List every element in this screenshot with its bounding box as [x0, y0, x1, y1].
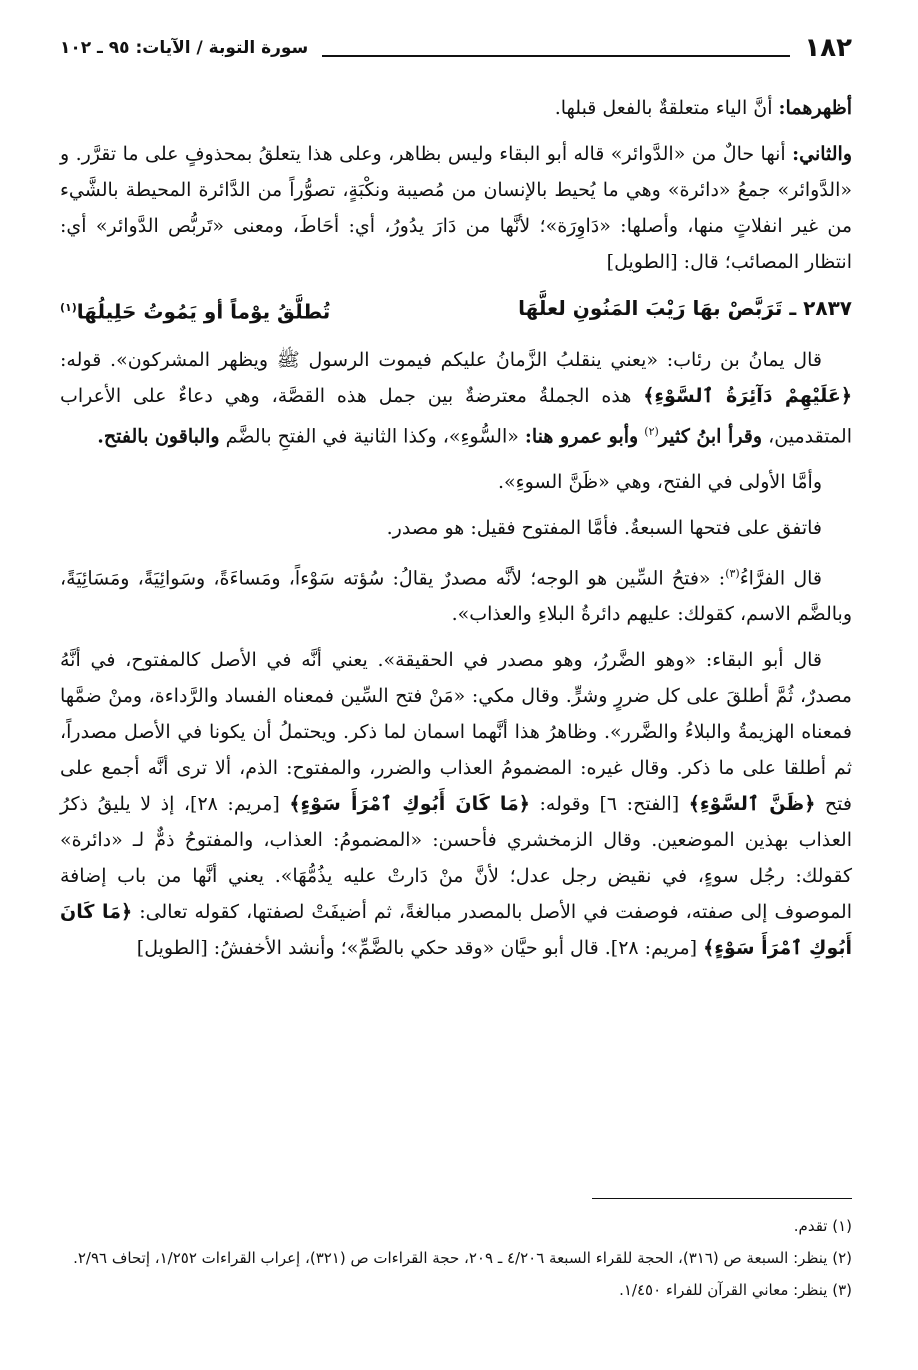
footnote: (٣) ينظر: معاني القرآن للفراء ١/٤٥٠. [619, 1281, 852, 1299]
poetry-verse [60, 290, 852, 330]
footnote-ref: (١) [60, 301, 77, 314]
paragraph: أظهرهما: أنَّ الياء متعلقةٌ بالفعل قبلها. [554, 97, 852, 119]
verse-hemistich-1: تَرَبَّصْ بهَا رَيْبَ المَنُونِ لعلَّهَا [518, 296, 783, 320]
quran-quote: ﴿ظَنَّ ٱلسَّوْءِ﴾ [688, 793, 816, 816]
verse-number: ٢٨٣٧ ـ [789, 296, 852, 320]
verse-hemistich-2: تُطلَّقُ يوْماً أو يَمُوتُ حَلِيلُهَا [76, 299, 331, 324]
main-text [60, 90, 852, 976]
running-title: سورة التوبة / الآيات: ٩٥ ـ ١٠٢ [60, 38, 309, 58]
quran-quote: ﴿مَا كَانَ أَبُوكِ ٱمْرَأَ سَوْءٍ﴾ [289, 793, 530, 816]
footnote: (٢) ينظر: السبعة ص (٣١٦)، الحجة للقراء السبعة ٤/٢٠٦ ـ ٢٠٩، حجة القراءات ص (٣٢١)، إعراب القراءات ١/٢٥٢، إتحاف ٢/٩٦. [73, 1249, 852, 1267]
paragraph: والثاني: أنها حالٌ من «الدَّوائر» قاله أبو البقاء وليس بظاهر، وعلى هذا يتعلقُ بمحذوفٍ على ما تقرَّر. و «الدَّوائر» جمعُ «دائرة» وهي ما يُحيط بالإنسان من مُصيبة ونكْبَةٍ، تصوُّراً من الدَّائرة المحيطة بالشَّيء من غير انفلاتٍ منها، وأصلها: «دَاوِرَة»؛ لأنَّها من دَارَ يدُورُ، أي: أحَاطَ، ومعنى «تَربُّص الدَّوائر» أي: انتظار المصائب؛ قال: [الطويل] [60, 143, 852, 273]
footnote: (١) تقدم. [793, 1217, 852, 1235]
footnote-ref: (٢) [644, 424, 659, 438]
footnotes [60, 1212, 852, 1308]
footnote-separator [592, 1198, 852, 1199]
paragraph: قال أبو البقاء: «وهو الضَّررُ، وهو مصدر في الحقيقة». يعني أنَّه في الأصل كالمفتوح، في أنَّهُ مصدرٌ، ثُمَّ أطلقَ على كل ضررٍ وشرٍّ. وقال مكي: «مَنْ فتح السِّين فمعناه الفساد والرَّداءة، ومنْ ضمَّها فمعناه الهزيمةُ والبلاءُ والضَّرر». وظاهرُ هذا أنَّهما اسمان لما ذكر. ويحتملُ أن يكونا في الأصل مصدراً، ثم أطلقا على ما ذكر. وقال غيره: المضمومُ العذاب والضرر، والمفتوح: الذم، ألا ترى أنَّه أجمع على فتح ﴿ظَنَّ ٱلسَّوْءِ﴾ [الفتح: ٦] وقوله: ﴿مَا كَانَ أَبُوكِ ٱمْرَأَ سَوْءٍ﴾ [مريم: ٢٨]، إذ لا يليقُ ذكرُ العذاب بهذين الموضعين. وقال الزمخشري فأحسن: «المضمومُ: العذاب، والمفتوحُ ذمٌّ لـ «دائرة» كقولك: رجُل سوءٍ، في نقيض رجل عدل؛ لأنَّ منْ دَارتْ عليه يذُمُّهَا». يعني أنَّها من باب إضافة الموصوف إلى صفته، فوصفت في الأصل بالمصدر مبالغةً، ثم أضيفَتْ لصفتها، كقوله تعالى: ﴿مَا كَانَ أَبُوكِ ٱمْرَأَ سَوْءٍ﴾ [مريم: ٢٨]. قال أبو حيَّان «وقد حكي بالضَّمِّ»؛ وأنشد الأخفشُ: [الطويل] [60, 649, 853, 960]
paragraph: وأمَّا الأولى في الفتح، وهي «ظَنَّ السوءِ». [498, 470, 822, 493]
quran-quote: ﴿عَلَيْهِمْ دَآئِرَةُ ٱلسَّوْءِ﴾ [643, 384, 852, 407]
paragraph: قال الفرَّاءُ$^{(٣)}$: «فتحُ السِّين هو الوجه؛ لأنَّه مصدرٌ يقالُ: سُؤته سَوْءاً، ومَساءَةً، وسَوائِيَةً، ومَسَائِيَةً، وبالضَّم الاسم، كقولك: عليهم دائرةُ البلاءِ والعذاب». [60, 566, 852, 626]
paragraph: قال يمانُ بن رئاب: «يعني ينقلبُ الزَّمانُ عليكم فيموت الرسول ﷺ ويظهر المشركون». قوله: ﴿عَلَيْهِمْ دَآئِرَةُ ٱلسَّوْءِ﴾ هذه الجملةُ معترضةٌ بين جمل هذه القصَّة، وهي دعاءٌ على الأعراب المتقدمين، وقرأ ابنُ كثير$^{(٢)}$ وأبو عمرو هنا: «السُّوءِ»، وكذا الثانية في الفتحِ بالضَّم والباقون بالفتح. [60, 348, 852, 447]
page-header [60, 30, 852, 66]
header-rule [322, 39, 790, 57]
page-number: ١٨٢ [804, 33, 852, 63]
document-page [60, 30, 852, 1350]
quran-quote: ﴿مَا كَانَ أَبُوكِ ٱمْرَأَ سَوْءٍ﴾ [60, 901, 852, 960]
footnote-ref: (٣) [725, 566, 740, 580]
paragraph: فاتفق على فتحها السبعةُ. فأمَّا المفتوح فقيل: هو مصدر. [386, 516, 822, 539]
